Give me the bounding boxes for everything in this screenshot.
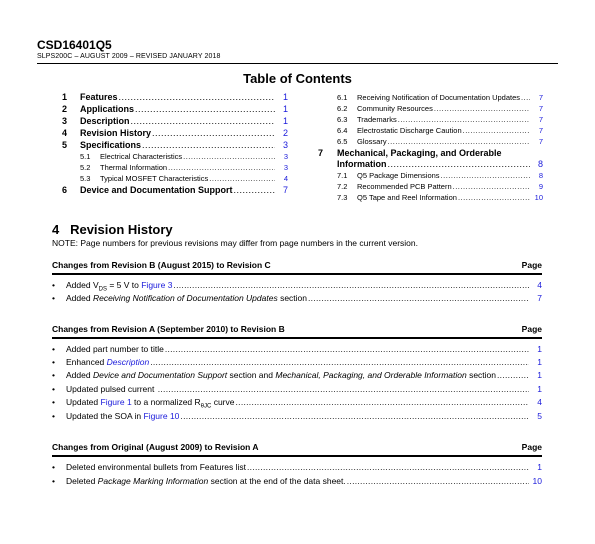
toc-entry-label: Q5 Tape and Reel Information xyxy=(357,193,457,202)
change-item: • Deleted environmental bullets from Features list ..... 1 xyxy=(52,462,542,472)
toc-entry[interactable] xyxy=(62,92,288,102)
bullet: • xyxy=(52,280,55,290)
toc-entry-number: 5.3 xyxy=(80,174,91,183)
change-group-divider xyxy=(52,455,542,457)
change-group-divider xyxy=(52,273,542,275)
change-item: • Enhanced Description ..... 1 xyxy=(52,357,542,367)
toc-entry-page-link[interactable]: 1 xyxy=(282,92,288,102)
toc-subentry[interactable] xyxy=(337,171,543,180)
toc-subentry[interactable] xyxy=(337,182,543,191)
toc-entry-page-link[interactable]: 1 xyxy=(282,104,288,114)
change-group-header xyxy=(52,260,542,270)
toc-subentry[interactable] xyxy=(80,174,288,183)
toc-entry-first-line xyxy=(318,148,502,158)
page-column-label: Page xyxy=(521,442,542,452)
toc-entry-number: 5 xyxy=(62,140,68,150)
toc-entry-page-link[interactable]: 1 xyxy=(282,116,288,126)
toc-subentry[interactable] xyxy=(80,152,288,161)
bullet: • xyxy=(52,476,55,486)
toc-entry-label: Features xyxy=(80,92,118,102)
toc-entry-page-link[interactable]: 10 xyxy=(534,193,543,202)
toc-entry-label: Community Resources xyxy=(357,104,433,113)
toc-entry-number: 6.3 xyxy=(337,115,348,124)
change-page-link[interactable]: 1 xyxy=(537,384,542,394)
toc-entry-page-link[interactable]: 8 xyxy=(538,171,543,180)
toc-entry-number: 6.4 xyxy=(337,126,348,135)
change-page-link[interactable]: 4 xyxy=(537,280,542,290)
toc-entry[interactable] xyxy=(62,104,288,114)
toc-entry-number: 7 xyxy=(318,148,324,158)
change-item: • Added part number to title ..... 1 xyxy=(52,344,542,354)
toc-entry-number: 5.2 xyxy=(80,163,91,172)
change-page-link[interactable]: 5 xyxy=(537,411,542,421)
toc-entry-page-link[interactable]: 4 xyxy=(283,174,288,183)
toc-entry-number: 6.5 xyxy=(337,137,348,146)
toc-entry[interactable] xyxy=(62,140,288,150)
document-revision-line: SLPS200C – AUGUST 2009 – REVISED JANUARY 2018 xyxy=(37,53,221,60)
toc-subentry[interactable] xyxy=(337,126,543,135)
toc-entry-label: Mechanical, Packaging, and Orderable xyxy=(337,148,502,158)
change-page-link[interactable]: 1 xyxy=(537,357,542,367)
toc-entry-page-link[interactable]: 8 xyxy=(537,159,543,169)
toc-entry-number: 6.2 xyxy=(337,104,348,113)
section-title: Revision History xyxy=(70,222,173,237)
toc-entry-label: Electrical Characteristics xyxy=(100,152,183,161)
toc-entry-page-link[interactable]: 7 xyxy=(538,104,543,113)
change-item: • Added Receiving Notification of Documentation Updates section ..... 7 xyxy=(52,293,542,303)
toc-entry[interactable] xyxy=(337,159,543,169)
section-number: 4 xyxy=(52,222,60,237)
toc-entry-number: 6.1 xyxy=(337,93,348,102)
change-item: • Added $V_{DS} = 5$ V to Figure 3 ..... 4 xyxy=(52,280,542,293)
change-group-title: Changes from Revision B (August 2015) to Revision C xyxy=(52,260,271,270)
toc-entry-page-link[interactable]: 3 xyxy=(282,140,288,150)
figure-link[interactable]: Figure 3 xyxy=(141,280,173,290)
figure-link[interactable]: Figure 1 xyxy=(100,397,132,407)
bullet: • xyxy=(52,384,55,394)
change-page-link[interactable]: 1 xyxy=(537,462,542,472)
toc-entry-label: Q5 Package Dimensions xyxy=(357,171,440,180)
bullet: • xyxy=(52,462,55,472)
toc-entry-number: 6 xyxy=(62,185,68,195)
toc-entry-label: Recommended PCB Pattern xyxy=(357,182,452,191)
change-group-header xyxy=(52,324,542,334)
toc-entry-page-link[interactable]: 7 xyxy=(538,115,543,124)
change-page-link[interactable]: 7 xyxy=(537,293,542,303)
toc-entry-page-link[interactable]: 7 xyxy=(538,93,543,102)
toc-entry-number: 3 xyxy=(62,116,68,126)
bullet: • xyxy=(52,370,55,380)
bullet: • xyxy=(52,411,55,421)
page-column-label: Page xyxy=(521,260,542,270)
toc-entry-label: Information xyxy=(337,159,387,169)
page-column-label: Page xyxy=(521,324,542,334)
description-link[interactable]: Description xyxy=(106,357,150,367)
toc-entry-page-link[interactable]: 7 xyxy=(282,185,288,195)
toc-subentry[interactable] xyxy=(80,163,288,172)
toc-entry-page-link[interactable]: 9 xyxy=(538,182,543,191)
toc-subentry[interactable] xyxy=(337,93,543,102)
revision-note: NOTE: Page numbers for previous revisions may differ from page numbers in the current version. xyxy=(52,238,418,248)
change-group-header xyxy=(52,442,542,452)
change-item: • Added Device and Documentation Support section and Mechanical, Packaging, and Orderable Information section ..... 1 xyxy=(52,370,542,380)
section-heading xyxy=(52,222,173,237)
toc-subentry[interactable] xyxy=(337,193,543,202)
change-item: • Updated the SOA in Figure 10 ..... 5 xyxy=(52,411,542,421)
change-page-link[interactable]: 4 xyxy=(537,397,542,407)
change-page-link[interactable]: 1 xyxy=(537,370,542,380)
toc-subentry[interactable] xyxy=(337,104,543,113)
toc-entry-page-link[interactable]: 2 xyxy=(282,128,288,138)
toc-entry[interactable] xyxy=(62,128,288,138)
bullet: • xyxy=(52,357,55,367)
toc-entry-label: Electrostatic Discharge Caution xyxy=(357,126,462,135)
toc-entry-label: Trademarks xyxy=(357,115,397,124)
toc-entry-number: 7.1 xyxy=(337,171,348,180)
toc-entry-number: 1 xyxy=(62,92,68,102)
toc-entry-label: Applications xyxy=(80,104,135,114)
toc-subentry[interactable] xyxy=(337,115,543,124)
bullet: • xyxy=(52,344,55,354)
toc-entry-label: Thermal Information xyxy=(100,163,168,172)
toc-subentry[interactable] xyxy=(337,137,543,146)
change-page-link[interactable]: 10 xyxy=(532,476,542,486)
change-group-title: Changes from Original (August 2009) to Revision A xyxy=(52,442,259,452)
toc-entry-page-link[interactable]: 3 xyxy=(283,163,288,172)
change-item: • Updated Figure 1 to a normalized $R_{\theta JC}$ curve ..... 4 xyxy=(52,397,542,410)
bullet: • xyxy=(52,397,55,407)
change-group-title: Changes from Revision A (September 2010) to Revision B xyxy=(52,324,285,334)
toc-entry-label: Typical MOSFET Characteristics xyxy=(100,174,209,183)
toc-entry[interactable] xyxy=(62,185,288,195)
change-item: • Updated pulsed current ..... 1 xyxy=(52,384,542,394)
toc-title: Table of Contents xyxy=(243,71,352,86)
header-divider xyxy=(37,63,558,64)
toc-entry[interactable] xyxy=(62,116,288,126)
toc-entry-page-link[interactable]: 7 xyxy=(538,137,543,146)
toc-entry-page-link[interactable]: 7 xyxy=(538,126,543,135)
toc-entry-label: Device and Documentation Support xyxy=(80,185,233,195)
toc-entry-number: 4 xyxy=(62,128,68,138)
document-id: CSD16401Q5 xyxy=(37,38,112,52)
toc-entry-label: Glossary xyxy=(357,137,387,146)
change-group-divider xyxy=(52,337,542,339)
toc-entry-number: 7.2 xyxy=(337,182,348,191)
toc-entry-number: 2 xyxy=(62,104,68,114)
change-item: • Deleted Package Marking Information section at the end of the data sheet. ..... 10 xyxy=(52,476,542,486)
figure-link[interactable]: Figure 10 xyxy=(143,411,180,421)
toc-entry-number: 7.3 xyxy=(337,193,348,202)
bullet: • xyxy=(52,293,55,303)
toc-entry-label: Description xyxy=(80,116,130,126)
toc-entry-page-link[interactable]: 3 xyxy=(283,152,288,161)
toc-entry-label: Specifications xyxy=(80,140,142,150)
change-page-link[interactable]: 1 xyxy=(537,344,542,354)
toc-entry-label: Revision History xyxy=(80,128,152,138)
toc-entry-label: Receiving Notification of Documentation Updates xyxy=(357,93,521,102)
toc-entry-number: 5.1 xyxy=(80,152,91,161)
